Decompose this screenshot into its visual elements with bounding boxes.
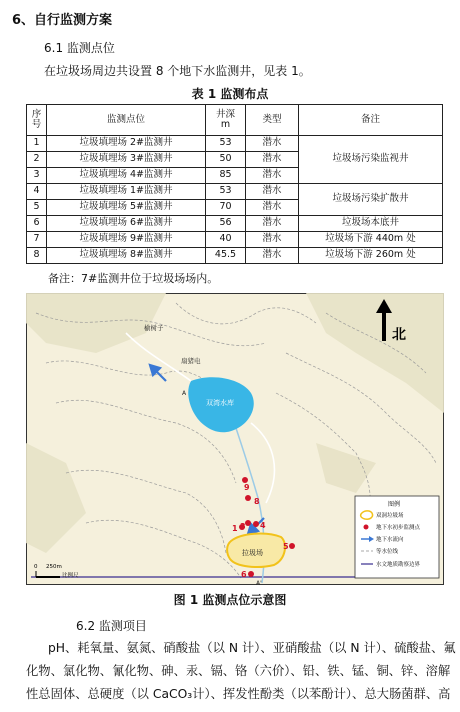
cell-site: 垃圾填埋场 2#监测井 [47, 136, 206, 152]
table-row [27, 216, 443, 232]
table-title: 表 1 监测布点 [191, 87, 269, 101]
svg-text:水文地质勘察边界: 水文地质勘察边界 [376, 562, 421, 568]
cell-site: 垃圾填埋场 6#监测井 [47, 216, 206, 232]
body-line: 化物、氯化物、氰化物、砷、汞、镉、铬（六价）、铅、铁、锰、铜、锌、溶解 [26, 664, 451, 678]
cell-type: 潜水 [246, 184, 299, 200]
table-row [27, 248, 443, 264]
svg-text:6: 6 [241, 570, 247, 579]
cell-site: 垃圾填埋场 5#监测井 [47, 200, 206, 216]
place-label: 榆树子 [144, 324, 164, 332]
cell-no: 8 [27, 248, 47, 264]
cell-depth: 56 [206, 216, 246, 232]
svg-text:1: 1 [232, 524, 238, 533]
header-depth: 井深m [206, 105, 246, 136]
header-remark: 备注 [299, 105, 443, 136]
svg-text:等水位线: 等水位线 [376, 549, 399, 555]
landfill-label: 拉圾场 [242, 549, 263, 557]
cell-site: 垃圾填埋场 4#监测井 [47, 168, 206, 184]
cell-remark: 垃圾场下游 440m 处 [299, 232, 443, 248]
subsection-title-items: 6.2 监测项目 [76, 619, 147, 633]
cell-type: 潜水 [246, 168, 299, 184]
svg-text:图例: 图例 [388, 501, 401, 508]
monitoring-items-paragraph [26, 637, 456, 706]
header-type: 类型 [246, 105, 299, 136]
header-no: 序号 [27, 105, 47, 136]
place-label: 扇猪电 [181, 357, 201, 365]
legend-well-swatch [364, 525, 369, 530]
svg-text:地下水流向: 地下水流向 [376, 537, 404, 543]
cell-site: 垃圾填埋场 1#监测井 [47, 184, 206, 200]
svg-text:双洞垃圾场: 双洞垃圾场 [376, 513, 404, 519]
cell-depth: 70 [206, 200, 246, 216]
cell-depth: 50 [206, 152, 246, 168]
cell-depth: 53 [206, 184, 246, 200]
section-mark: A' [256, 580, 262, 585]
monitoring-map [26, 293, 444, 585]
svg-text:250m: 250m [46, 564, 62, 570]
cell-no: 4 [27, 184, 47, 200]
svg-text:8: 8 [254, 497, 260, 506]
cell-no: 5 [27, 200, 47, 216]
section-title: 6、自行监测方案 [12, 13, 113, 28]
svg-text:北: 北 [392, 327, 406, 343]
monitoring-table [26, 104, 443, 264]
cell-depth: 85 [206, 168, 246, 184]
cell-site: 垃圾填埋场 3#监测井 [47, 152, 206, 168]
body-line: 性总固体、总硬度（以 CaCO₃计）、挥发性酚类（以苯酚计）、总大肠菌群、高 [26, 687, 451, 701]
body-line: pH、耗氧量、氨氮、硝酸盐（以 N 计）、亚硝酸盐（以 N 计）、硫酸盐、氟 [48, 641, 456, 655]
cell-type: 潜水 [246, 200, 299, 216]
cell-no: 6 [27, 216, 47, 232]
header-site: 监测点位 [47, 105, 206, 136]
svg-text:0: 0 [34, 564, 38, 570]
intro-paragraph: 在垃圾场周边共设置 8 个地下水监测井，见表 1。 [44, 64, 311, 78]
cell-type: 潜水 [246, 232, 299, 248]
cell-remark: 垃圾场本底井 [299, 216, 443, 232]
cell-depth: 53 [206, 136, 246, 152]
cell-remark: 垃圾场污染监视井 [299, 136, 443, 184]
cell-no: 1 [27, 136, 47, 152]
cell-no: 3 [27, 168, 47, 184]
reservoir-label: 双湾水库 [206, 399, 234, 407]
svg-text:4: 4 [260, 521, 266, 530]
table-row [27, 136, 443, 152]
cell-remark: 垃圾场下游 260m 处 [299, 248, 443, 264]
cell-type: 潜水 [246, 248, 299, 264]
cell-type: 潜水 [246, 136, 299, 152]
figure-caption: 图 1 监测点位示意图 [173, 593, 287, 607]
cell-site: 垃圾填埋场 9#监测井 [47, 232, 206, 248]
svg-text:5: 5 [283, 542, 289, 551]
cell-depth: 45.5 [206, 248, 246, 264]
subsection-title-points: 6.1 监测点位 [44, 41, 115, 55]
cell-depth: 40 [206, 232, 246, 248]
cell-type: 潜水 [246, 152, 299, 168]
section-mark: A [182, 390, 187, 397]
svg-text:9: 9 [244, 483, 250, 492]
table-header-row [27, 105, 443, 136]
svg-text:3: 3 [240, 522, 246, 531]
map-legend [355, 496, 439, 578]
svg-text:地下水初步监测点: 地下水初步监测点 [376, 525, 421, 531]
cell-no: 2 [27, 152, 47, 168]
cell-type: 潜水 [246, 216, 299, 232]
cell-site: 垃圾填埋场 8#监测井 [47, 248, 206, 264]
cell-no: 7 [27, 232, 47, 248]
table-row [27, 232, 443, 248]
table-row [27, 184, 443, 200]
cell-remark: 垃圾场污染扩散井 [299, 184, 443, 216]
table-note: 备注：7#监测井位于垃圾场场内。 [48, 272, 219, 285]
svg-text:比例尺: 比例尺 [62, 573, 79, 579]
